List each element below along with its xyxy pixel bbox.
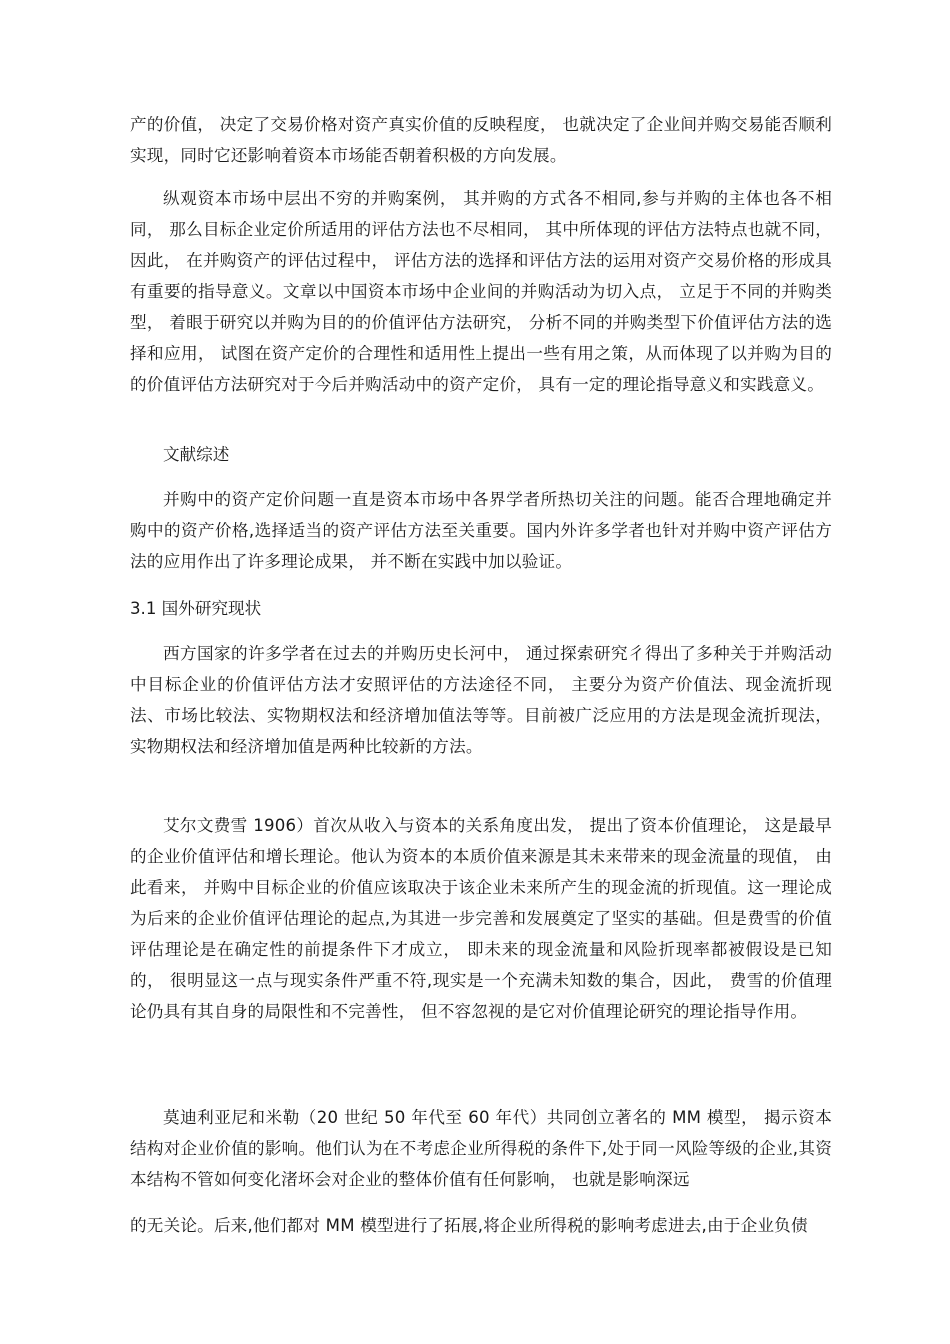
heading-foreign-research: 3.1 国外研究现状: [130, 599, 262, 618]
paragraph-mm-model: 莫迪利亚尼和米勒（20 世纪 50 年代至 60 年代）共同创立著名的 MM 模型， 揭示资本结构对企业价值的影响。他们认为在不考虑企业所得税的条件下,处于同一风险等级的企业,其资本结构不管如何变化渚坏会对企业的整体价值有任何影响， 也就是影响深远: [130, 1108, 832, 1189]
paragraph-continuation-valuation: 产的价值， 决定了交易价格对资产真实价值的反映程度， 也就决定了企业间并购交易能否顺利实现，同时它还影响着资本市场能否朝着积极的方向发展。: [130, 115, 832, 165]
paragraph-mna-overview: 纵观资本市场中层出不穷的并购案例， 其并购的方式各不相同,参与并购的主体也各不相同， 那么目标企业定价所适用的评估方法也不尽相同， 其中所体现的评估方法特点也就不同， 因此， 在并购资产的评估过程中， 评估方法的选择和评估方法的运用对资产交易价格的形成具有重要的指导意义。文章以中国资本市场中企业间的并购活动为切入点， 立足于不同的并购类型， 着眼于研究以并购为目的的价值评估方法研究， 分析不同的并购类型下价值评估方法的选择和应用， 试图在资产定价的合理性和适用性上提出一些有用之策，从而体现了以并购为目的的价值评估方法研究对于今后并购活动中的资产定价， 具有一定的理论指导意义和实践意义。: [130, 189, 832, 394]
paragraph-western-methods: 西方国家的许多学者在过去的并购历史长河中， 通过探索研究彳得出了多种关于并购活动中目标企业的价值评估方法才安照评估的方法途径不同， 主要分为资产价值法、现金流折现法、市场比较法、实物期权法和经济增加值法等等。目前被广泛应用的方法是现金流折现法， 实物期权法和经济增加值是两种比较新的方法。: [130, 644, 832, 756]
paragraph-fisher-theory: 艾尔文费雪 1906）首次从收入与资本的关系角度出发， 提出了资本价值理论， 这是最早的企业价值评估和增长理论。他认为资本的本质价值来源是其未来带来的现金流量的现值， 由此看来， 并购中目标企业的价值应该取决于该企业未来所产生的现金流的折现值。这一理论成为后来的企业价值评估理论的起点,为其进一步完善和发展奠定了坚实的基础。但是费雪的价值评估理论是在确定性的前提条件下才成立， 即未来的现金流量和风险折现率都被假设是已知的， 很明显这一点与现实条件严重不符,现实是一个充满未知数的集合，因此， 费雪的价值理论仍具有其自身的局限性和不完善性， 但不容忽视的是它对价值理论研究的理论指导作用。: [130, 816, 832, 1021]
heading-literature-review: 文献综述: [163, 445, 230, 464]
paragraph-mm-extension: 的无关论。后来,他们都对 MM 模型进行了拓展,将企业所得税的影响考虑进去,由于企业负债: [130, 1216, 808, 1235]
paragraph-pricing-issue: 并购中的资产定价问题一直是资本市场中各界学者所热切关注的问题。能否合理地确定并购中的资产价格,选择适当的资产评估方法至关重要。国内外许多学者也针对并购中资产评估方法的应用作出了许多理论成果， 并不断在实践中加以验证。: [130, 490, 832, 571]
